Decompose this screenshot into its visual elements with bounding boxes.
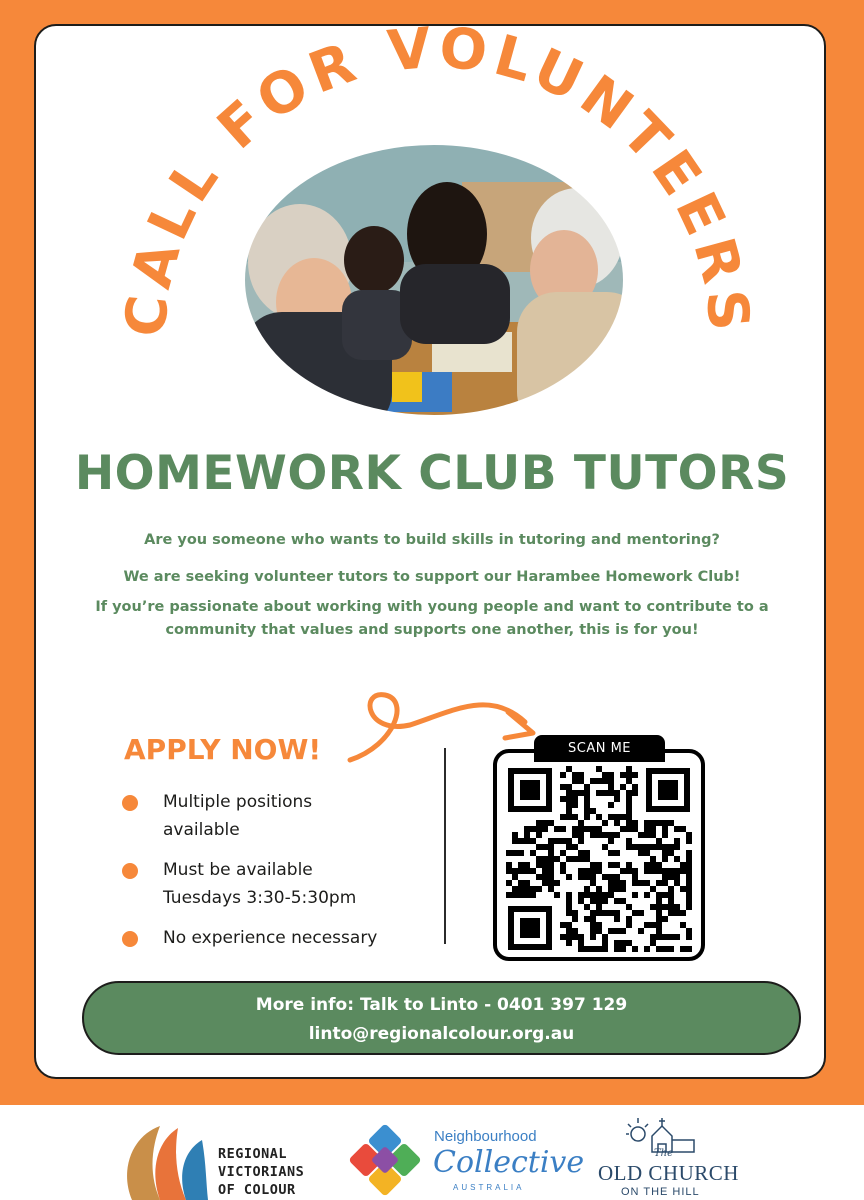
bullet-line-1: Multiple positions xyxy=(163,792,313,812)
call-for-volunteers-title: CALL FOR VOLUNTEERS xyxy=(113,15,762,340)
bullet-line-1: No experience necessary xyxy=(163,928,378,948)
contact-line-1: More info: Talk to Linto - 0401 397 129 xyxy=(255,995,628,1015)
bullet-dot-icon xyxy=(122,795,138,811)
oc-the: The xyxy=(654,1148,674,1159)
contact-email[interactable]: linto@regionalcolour.org.au xyxy=(308,1024,575,1044)
bullet-line-2: available xyxy=(163,820,240,840)
intro-line-1: Are you someone who wants to build skills in tutoring and mentoring? xyxy=(144,532,720,548)
qr-code-icon[interactable] xyxy=(506,766,692,952)
nc-line-2: Collective xyxy=(433,1145,585,1180)
bullet-line-2: Tuesdays 3:30-5:30pm xyxy=(163,888,357,908)
nc-line-1: Neighbourhood xyxy=(434,1128,537,1145)
list-item xyxy=(120,924,440,952)
oc-line-2: ON THE HILL xyxy=(621,1186,700,1198)
requirements-list xyxy=(120,788,440,964)
bullet-dot-icon xyxy=(122,931,138,947)
rvoc-name xyxy=(218,1145,304,1199)
list-item xyxy=(120,856,440,912)
scan-me-label: SCAN ME xyxy=(534,735,665,762)
oc-line-1: OLD CHURCH xyxy=(598,1161,739,1185)
contact-info-banner xyxy=(82,981,801,1055)
apply-now-heading: APPLY NOW! xyxy=(124,733,322,766)
rvoc-line-1: REGIONAL xyxy=(218,1146,288,1162)
list-item xyxy=(120,788,440,844)
intro-line-4: community that values and supports one another, this is for you! xyxy=(165,622,699,638)
nc-line-3: AUSTRALIA xyxy=(453,1183,525,1192)
rvoc-line-3: OF COLOUR xyxy=(218,1182,296,1198)
intro-line-3: If you’re passionate about working with young people and want to contribute to a xyxy=(95,599,769,615)
intro-line-2: We are seeking volunteer tutors to support our Harambee Homework Club! xyxy=(123,569,741,585)
rvoc-logo-icon xyxy=(120,1122,210,1200)
headline: HOMEWORK CLUB TUTORS xyxy=(74,446,790,501)
neighbourhood-collective-logo-icon xyxy=(345,1121,425,1199)
rvoc-line-2: VICTORIANS xyxy=(218,1164,305,1180)
bullet-dot-icon xyxy=(122,863,138,879)
bullet-line-1: Must be available xyxy=(163,860,313,880)
vertical-divider xyxy=(444,748,446,944)
